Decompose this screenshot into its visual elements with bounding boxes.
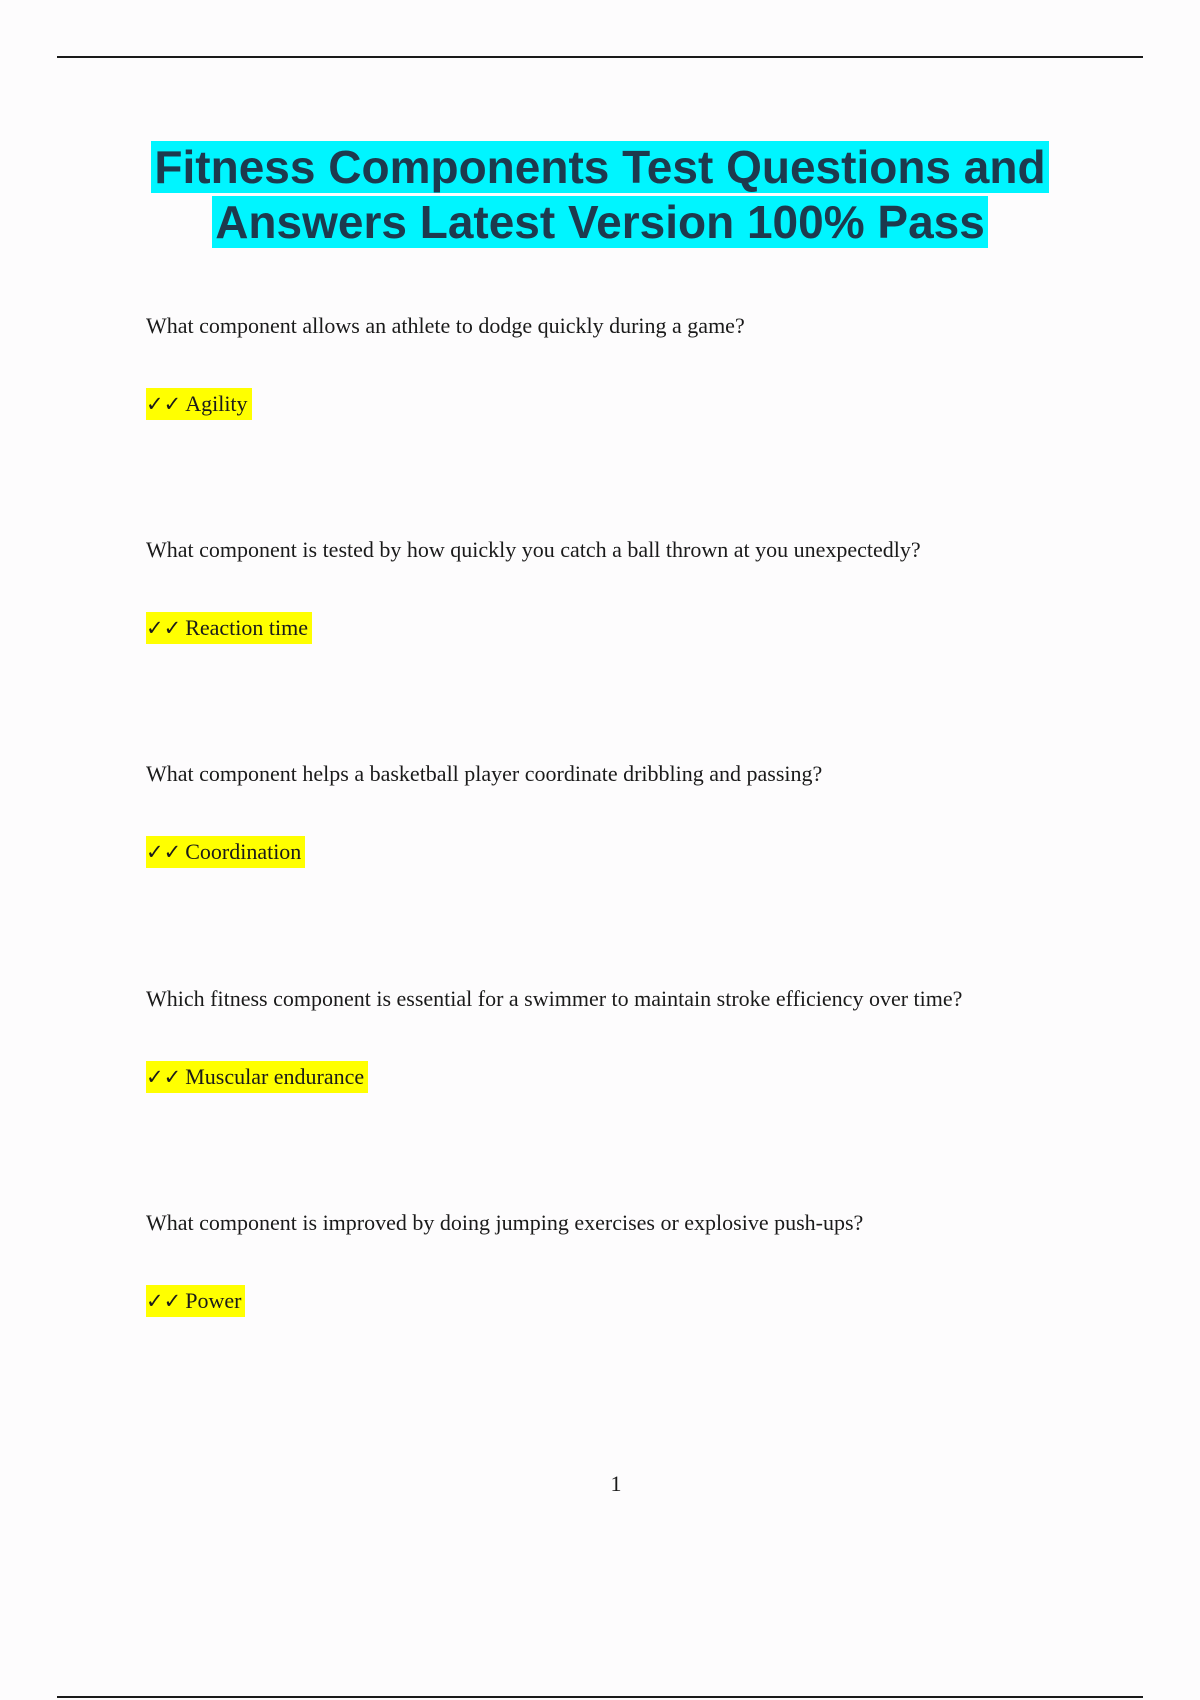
answer-text: Coordination: [185, 839, 302, 864]
qa-item: [146, 760, 1146, 864]
answer-text: Power: [185, 1288, 242, 1313]
answer-text: Muscular endurance: [185, 1064, 365, 1089]
question-text: What component allows an athlete to dodge quickly during a game?: [146, 313, 745, 338]
qa-item: [146, 312, 1146, 416]
qa-item: [146, 536, 1146, 640]
bottom-rule: [57, 1696, 1143, 1698]
double-check-icon: ✓✓: [146, 616, 182, 640]
question-text: What component helps a basketball player coordinate dribbling and passing?: [146, 761, 823, 786]
answer-highlight: [146, 836, 305, 868]
qa-item: [146, 985, 1146, 1089]
question-text: What component is tested by how quickly you catch a ball thrown at you unexpectedly?: [146, 537, 921, 562]
answer-highlight: [146, 1285, 245, 1317]
answer-highlight: [146, 388, 252, 420]
top-rule: [57, 56, 1143, 58]
double-check-icon: ✓✓: [146, 1289, 182, 1313]
question-text: Which fitness component is essential for a swimmer to maintain stroke efficiency over time?: [146, 986, 963, 1011]
answer-text: Reaction time: [185, 615, 308, 640]
document-title: [60, 140, 1140, 250]
double-check-icon: ✓✓: [146, 840, 182, 864]
double-check-icon: ✓✓: [146, 392, 182, 416]
page-number: 1: [610, 1471, 622, 1496]
qa-item: [146, 1209, 1146, 1313]
answer-text: Agility: [185, 391, 248, 416]
question-text: What component is improved by doing jumping exercises or explosive push-ups?: [146, 1210, 864, 1235]
double-check-icon: ✓✓: [146, 1065, 182, 1089]
document-title-text: Fitness Components Test Questions and Answers Latest Version 100% Pass: [151, 141, 1048, 248]
answer-highlight: [146, 1061, 368, 1093]
answer-highlight: [146, 612, 312, 644]
